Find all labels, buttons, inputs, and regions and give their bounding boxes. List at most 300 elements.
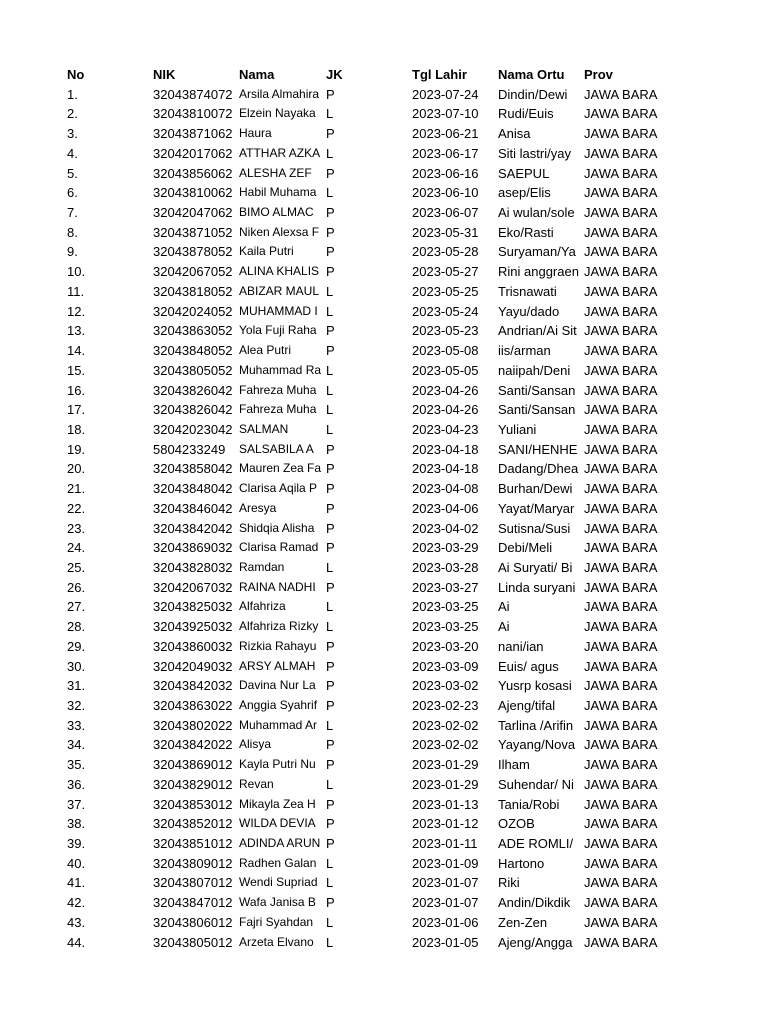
cell-nama: Muhammad Ar	[239, 717, 318, 732]
cell-tgl-lahir: 2023-01-11	[412, 836, 478, 852]
cell-nik: 32043871062	[153, 126, 233, 142]
cell-nama: Shidqia Alisha	[239, 520, 315, 535]
cell-nama: SALSABILA A	[239, 441, 314, 456]
cell-nama-ortu: Siti lastri/yay	[498, 145, 571, 161]
cell-jk: L	[326, 599, 334, 615]
cell-prov: JAWA BARA	[584, 658, 658, 674]
cell-nama: Alfahriza Rizky	[239, 619, 319, 634]
table-row	[66, 164, 686, 184]
header-nik: NIK	[153, 67, 176, 82]
cell-nik: 32043847012	[153, 895, 233, 911]
cell-tgl-lahir: 2023-04-08	[412, 481, 479, 497]
cell-tgl-lahir: 2023-04-02	[412, 520, 479, 536]
cell-no: 25.	[67, 559, 86, 575]
cell-prov: JAWA BARA	[584, 678, 658, 694]
cell-prov: JAWA BARA	[584, 343, 658, 359]
cell-nama: Rizkia Rahayu	[239, 638, 317, 653]
cell-tgl-lahir: 2023-01-07	[412, 895, 479, 911]
cell-no: 19.	[67, 441, 86, 457]
cell-tgl-lahir: 2023-05-31	[412, 224, 479, 240]
cell-nama: Radhen Galan	[239, 855, 317, 870]
cell-nama-ortu: Santi/Sansan	[498, 382, 576, 398]
table-row	[66, 657, 686, 677]
cell-tgl-lahir: 2023-05-28	[412, 244, 479, 260]
table-row	[66, 893, 686, 913]
cell-prov: JAWA BARA	[584, 836, 658, 852]
cell-nik: 32043842042	[153, 520, 233, 536]
cell-tgl-lahir: 2023-06-07	[412, 205, 479, 221]
cell-nik: 32043828032	[153, 559, 233, 575]
table-row	[66, 479, 686, 499]
cell-prov: JAWA BARA	[584, 717, 658, 733]
cell-jk: P	[326, 461, 335, 477]
cell-nama: ARSY ALMAH	[239, 658, 316, 673]
cell-nama: Anggia Syahrif	[239, 698, 318, 712]
table-row	[66, 834, 686, 854]
table-row	[66, 637, 686, 657]
cell-nama-ortu: Anisa	[498, 126, 531, 142]
cell-nik: 32043869032	[153, 540, 233, 556]
cell-tgl-lahir: 2023-06-10	[412, 185, 479, 201]
cell-jk: P	[326, 678, 335, 694]
cell-jk: P	[326, 796, 335, 812]
cell-nama: ABIZAR MAUL	[239, 283, 320, 298]
table-row	[66, 933, 686, 953]
cell-nik: 5804233249	[153, 441, 226, 457]
cell-tgl-lahir: 2023-04-26	[412, 402, 479, 418]
cell-no: 10.	[67, 264, 86, 280]
table-header	[66, 65, 686, 85]
cell-jk: L	[326, 914, 334, 930]
cell-nik: 32043826042	[153, 402, 233, 418]
cell-jk: L	[326, 303, 334, 319]
cell-nama: Haura	[239, 126, 272, 141]
cell-no: 20.	[67, 461, 86, 477]
cell-nama: Wafa Janisa B	[239, 895, 316, 910]
cell-tgl-lahir: 2023-06-16	[412, 165, 479, 181]
cell-prov: JAWA BARA	[584, 698, 658, 713]
cell-no: 35.	[67, 757, 86, 773]
data-table	[66, 65, 686, 952]
cell-nik: 32042023042	[153, 421, 233, 437]
header-jk: JK	[326, 67, 343, 82]
cell-no: 17.	[67, 402, 86, 418]
cell-tgl-lahir: 2023-05-27	[412, 264, 479, 280]
cell-nama: Kaila Putri	[239, 244, 294, 259]
cell-nama-ortu: Sutisna/Susi	[498, 520, 571, 536]
cell-prov: JAWA BARA	[584, 323, 658, 339]
cell-no: 38.	[67, 816, 86, 832]
cell-tgl-lahir: 2023-03-20	[412, 638, 479, 654]
table-row	[66, 262, 686, 282]
table-row	[66, 854, 686, 874]
table-row	[66, 538, 686, 558]
cell-prov: JAWA BARA	[584, 796, 658, 812]
cell-nama: Alisya	[239, 737, 272, 752]
cell-nama: Revan	[239, 776, 274, 791]
table-row	[66, 321, 686, 341]
cell-jk: L	[326, 619, 334, 635]
cell-prov: JAWA BARA	[584, 638, 658, 654]
cell-tgl-lahir: 2023-07-10	[412, 106, 479, 122]
cell-no: 7.	[67, 205, 78, 221]
cell-jk: P	[326, 86, 335, 102]
cell-tgl-lahir: 2023-06-21	[412, 126, 479, 142]
cell-tgl-lahir: 2023-05-05	[412, 362, 479, 378]
cell-jk: L	[326, 283, 334, 299]
cell-tgl-lahir: 2023-03-27	[412, 579, 479, 595]
cell-no: 4.	[67, 145, 78, 161]
cell-no: 2.	[67, 106, 78, 122]
cell-tgl-lahir: 2023-05-25	[412, 283, 479, 299]
cell-no: 24.	[67, 540, 86, 556]
cell-no: 3.	[67, 126, 78, 142]
table-row	[66, 617, 686, 637]
cell-prov: JAWA BARA	[584, 816, 658, 832]
cell-jk: P	[326, 816, 335, 832]
cell-prov: JAWA BARA	[584, 914, 658, 930]
cell-nama: Kayla Putri Nu	[239, 757, 316, 772]
cell-nik: 32042067052	[153, 264, 233, 280]
cell-no: 28.	[67, 619, 86, 635]
cell-nama-ortu: Andrian/Ai Sit	[498, 323, 577, 339]
table-row	[66, 381, 686, 401]
cell-nama-ortu: Ai wulan/sole	[498, 205, 575, 221]
cell-jk: P	[326, 205, 335, 221]
cell-tgl-lahir: 2023-03-29	[412, 540, 479, 556]
cell-nama-ortu: Tania/Robi	[498, 796, 560, 812]
cell-nama-ortu: Dindin/Dewi	[498, 86, 568, 102]
cell-nik: 32043805012	[153, 934, 233, 950]
cell-nama-ortu: Trisnawati	[498, 283, 557, 299]
cell-tgl-lahir: 2023-04-23	[412, 421, 479, 437]
cell-nama-ortu: nani/ian	[498, 638, 544, 654]
table-row	[66, 104, 686, 124]
table-row	[66, 203, 686, 223]
cell-nik: 32043925032	[153, 619, 233, 635]
cell-nama: Habil Muhama	[239, 185, 317, 200]
cell-nama-ortu: Rudi/Euis	[498, 106, 554, 122]
header-nama-ortu: Nama Ortu	[498, 67, 565, 82]
cell-nik: 32043818052	[153, 283, 233, 299]
cell-tgl-lahir: 2023-03-09	[412, 658, 479, 674]
cell-nama-ortu: Riki	[498, 875, 520, 891]
cell-nama: SALMAN	[239, 421, 289, 436]
table-row	[66, 144, 686, 164]
cell-jk: L	[326, 362, 334, 378]
cell-nik: 32043825032	[153, 599, 233, 615]
table-row	[66, 716, 686, 736]
header-prov: Prov	[584, 67, 613, 82]
cell-nik: 32043848042	[153, 481, 233, 497]
table-row	[66, 597, 686, 617]
cell-no: 12.	[67, 303, 86, 319]
cell-jk: P	[326, 540, 335, 556]
table-row	[66, 420, 686, 440]
cell-prov: JAWA BARA	[584, 283, 658, 299]
cell-nik: 32043802022	[153, 717, 233, 733]
table-row	[66, 124, 686, 144]
cell-nama: Alfahriza	[239, 599, 286, 614]
cell-nik: 32043842022	[153, 737, 233, 753]
cell-prov: JAWA BARA	[584, 106, 658, 122]
cell-tgl-lahir: 2023-03-28	[412, 559, 479, 575]
cell-prov: JAWA BARA	[584, 264, 658, 280]
cell-nama: Yola Fuji Raha	[239, 323, 317, 338]
cell-nama-ortu: Eko/Rasti	[498, 224, 554, 240]
cell-prov: JAWA BARA	[584, 421, 658, 437]
cell-nik: 32043810072	[153, 106, 233, 122]
cell-nama: Muhammad Ra	[239, 362, 322, 377]
cell-nama-ortu: Debi/Meli	[498, 540, 553, 556]
cell-jk: P	[326, 698, 335, 713]
cell-nama: Ramdan	[239, 559, 285, 574]
cell-nama: MUHAMMAD I	[239, 303, 318, 318]
cell-nik: 32043856062	[153, 165, 233, 181]
table-row	[66, 499, 686, 519]
cell-no: 11.	[67, 283, 85, 299]
table-row	[66, 85, 686, 105]
cell-no: 22.	[67, 500, 86, 516]
cell-nama-ortu: Ai Suryati/ Bi	[498, 559, 573, 575]
cell-prov: JAWA BARA	[584, 362, 658, 378]
cell-no: 34.	[67, 737, 86, 753]
cell-nama-ortu: iis/arman	[498, 343, 551, 359]
cell-jk: P	[326, 126, 335, 142]
cell-nama-ortu: Burhan/Dewi	[498, 481, 573, 497]
cell-nik: 32042067032	[153, 579, 233, 595]
header-tgl-lahir: Tgl Lahir	[412, 67, 467, 82]
cell-nik: 32043853012	[153, 796, 233, 812]
cell-tgl-lahir: 2023-07-24	[412, 86, 479, 102]
cell-jk: L	[326, 145, 334, 161]
cell-nik: 32043829012	[153, 776, 233, 792]
cell-no: 14.	[67, 343, 86, 359]
cell-nik: 32043826042	[153, 382, 233, 398]
cell-nik: 32043810062	[153, 185, 233, 201]
cell-no: 36.	[67, 776, 86, 792]
cell-prov: JAWA BARA	[584, 165, 658, 181]
cell-no: 23.	[67, 520, 86, 536]
cell-jk: P	[326, 836, 335, 852]
cell-nama: Alea Putri	[239, 343, 292, 358]
cell-no: 15.	[67, 362, 86, 378]
cell-jk: L	[326, 421, 334, 437]
cell-no: 33.	[67, 717, 86, 733]
cell-jk: L	[326, 106, 334, 122]
cell-jk: L	[326, 875, 334, 891]
cell-nik: 32042024052	[153, 303, 233, 319]
table-row	[66, 696, 686, 716]
cell-nik: 32042047062	[153, 205, 233, 221]
table-row	[66, 814, 686, 834]
cell-nama: Arzeta Elvano	[239, 934, 314, 949]
cell-nama: Clarisa Ramad	[239, 540, 319, 555]
table-row	[66, 223, 686, 243]
cell-jk: P	[326, 579, 335, 595]
cell-no: 21.	[67, 481, 86, 497]
cell-nama: BIMO ALMAC	[239, 205, 314, 220]
cell-nama: ALESHA ZEF	[239, 165, 312, 180]
cell-nik: 32043874072	[153, 86, 233, 102]
cell-nama-ortu: SAEPUL	[498, 165, 550, 181]
cell-jk: L	[326, 717, 334, 733]
cell-nama: Fahreza Muha	[239, 382, 317, 397]
cell-nama: Mauren Zea Fa	[239, 461, 322, 476]
cell-no: 41.	[67, 875, 86, 891]
cell-nama-ortu: Santi/Sansan	[498, 402, 576, 418]
cell-nik: 32043807012	[153, 875, 233, 891]
cell-prov: JAWA BARA	[584, 244, 658, 260]
cell-nama-ortu: Andin/Dikdik	[498, 895, 571, 911]
cell-tgl-lahir: 2023-01-13	[412, 796, 479, 812]
cell-tgl-lahir: 2023-06-17	[412, 145, 479, 161]
cell-no: 30.	[67, 658, 86, 674]
table-row	[66, 242, 686, 262]
cell-nik: 32043848052	[153, 343, 233, 359]
cell-nama-ortu: Ajeng/Angga	[498, 934, 573, 950]
cell-nama: RAINA NADHI	[239, 579, 316, 594]
cell-nama: Davina Nur La	[239, 678, 316, 693]
cell-tgl-lahir: 2023-01-12	[412, 816, 479, 832]
cell-no: 26.	[67, 579, 86, 595]
cell-nama-ortu: Ajeng/tifal	[498, 698, 556, 713]
cell-no: 44.	[67, 934, 86, 950]
cell-tgl-lahir: 2023-05-23	[412, 323, 479, 339]
cell-nama-ortu: Yayu/dado	[498, 303, 560, 319]
cell-nama: ATTHAR AZKA	[239, 145, 321, 160]
cell-jk: L	[326, 185, 334, 201]
cell-prov: JAWA BARA	[584, 126, 658, 142]
table-row	[66, 440, 686, 460]
cell-nama-ortu: SANI/HENHE	[498, 441, 578, 457]
cell-no: 40.	[67, 855, 86, 871]
cell-prov: JAWA BARA	[584, 619, 658, 635]
table-row	[66, 558, 686, 578]
cell-nik: 32042049032	[153, 658, 233, 674]
cell-no: 18.	[67, 421, 86, 437]
table-row	[66, 676, 686, 696]
cell-jk: P	[326, 323, 335, 339]
cell-nik: 32043863022	[153, 698, 233, 713]
cell-nik: 32043842032	[153, 678, 233, 694]
cell-tgl-lahir: 2023-01-05	[412, 934, 479, 950]
cell-nama-ortu: Zen-Zen	[498, 914, 548, 930]
cell-jk: P	[326, 737, 335, 753]
header-no: No	[67, 67, 85, 82]
cell-nama-ortu: ADE ROMLI/	[498, 836, 574, 852]
cell-nik: 32043852012	[153, 816, 233, 832]
cell-prov: JAWA BARA	[584, 205, 658, 221]
cell-prov: JAWA BARA	[584, 402, 658, 418]
cell-jk: L	[326, 776, 334, 792]
cell-no: 39.	[67, 836, 86, 852]
table-row	[66, 755, 686, 775]
cell-prov: JAWA BARA	[584, 599, 658, 615]
cell-nik: 32043809012	[153, 855, 233, 871]
cell-jk: P	[326, 658, 335, 674]
cell-nama: ADINDA ARUN	[239, 836, 321, 851]
cell-nama-ortu: Dadang/Dhea	[498, 461, 579, 477]
cell-prov: JAWA BARA	[584, 776, 658, 792]
cell-prov: JAWA BARA	[584, 737, 658, 753]
table-row	[66, 361, 686, 381]
cell-jk: L	[326, 855, 334, 871]
cell-tgl-lahir: 2023-01-29	[412, 776, 479, 792]
cell-jk: P	[326, 441, 335, 457]
table-row	[66, 302, 686, 322]
cell-nama: WILDA DEVIA	[239, 816, 316, 831]
cell-jk: P	[326, 520, 335, 536]
cell-tgl-lahir: 2023-03-25	[412, 619, 479, 635]
cell-nama-ortu: Linda suryani	[498, 579, 576, 595]
cell-jk: P	[326, 343, 335, 359]
cell-nik: 32043858042	[153, 461, 233, 477]
cell-tgl-lahir: 2023-02-02	[412, 717, 479, 733]
cell-prov: JAWA BARA	[584, 895, 658, 911]
cell-tgl-lahir: 2023-01-07	[412, 875, 479, 891]
cell-nik: 32042017062	[153, 145, 233, 161]
cell-nama: Elzein Nayaka	[239, 106, 316, 121]
cell-no: 32.	[67, 698, 86, 713]
cell-nik: 32043863052	[153, 323, 233, 339]
cell-nama: Aresya	[239, 500, 277, 515]
cell-prov: JAWA BARA	[584, 540, 658, 556]
cell-no: 31.	[67, 678, 86, 694]
cell-tgl-lahir: 2023-02-23	[412, 698, 479, 713]
cell-jk: P	[326, 244, 335, 260]
cell-nama: Arsila Almahira	[239, 86, 320, 101]
table-row	[66, 775, 686, 795]
cell-jk: P	[326, 224, 335, 240]
cell-nama: ALINA KHALIS	[239, 264, 320, 279]
header-nama: Nama	[239, 67, 275, 82]
cell-prov: JAWA BARA	[584, 86, 658, 102]
cell-no: 16.	[67, 382, 86, 398]
table-row	[66, 400, 686, 420]
cell-tgl-lahir: 2023-01-09	[412, 855, 479, 871]
table-row	[66, 282, 686, 302]
table-row	[66, 873, 686, 893]
table-row	[66, 578, 686, 598]
cell-no: 13.	[67, 323, 86, 339]
cell-tgl-lahir: 2023-03-02	[412, 678, 479, 694]
cell-jk: P	[326, 165, 335, 181]
cell-nama-ortu: Yusrp kosasi	[498, 678, 572, 694]
cell-tgl-lahir: 2023-02-02	[412, 737, 479, 753]
cell-nama-ortu: Ai	[498, 619, 510, 635]
cell-nama-ortu: OZOB	[498, 816, 535, 832]
cell-prov: JAWA BARA	[584, 481, 658, 497]
cell-nama: Niken Alexsa F	[239, 224, 320, 239]
cell-prov: JAWA BARA	[584, 382, 658, 398]
cell-nama-ortu: naiipah/Deni	[498, 362, 571, 378]
cell-jk: P	[326, 264, 335, 280]
cell-no: 43.	[67, 914, 86, 930]
cell-jk: P	[326, 500, 335, 516]
cell-tgl-lahir: 2023-05-08	[412, 343, 479, 359]
table-row	[66, 735, 686, 755]
cell-prov: JAWA BARA	[584, 441, 658, 457]
cell-prov: JAWA BARA	[584, 559, 658, 575]
cell-nama: Fajri Syahdan	[239, 914, 314, 929]
cell-jk: L	[326, 934, 334, 950]
cell-prov: JAWA BARA	[584, 855, 658, 871]
cell-jk: L	[326, 559, 334, 575]
table-row	[66, 341, 686, 361]
cell-jk: P	[326, 638, 335, 654]
cell-nama: Mikayla Zea H	[239, 796, 316, 811]
